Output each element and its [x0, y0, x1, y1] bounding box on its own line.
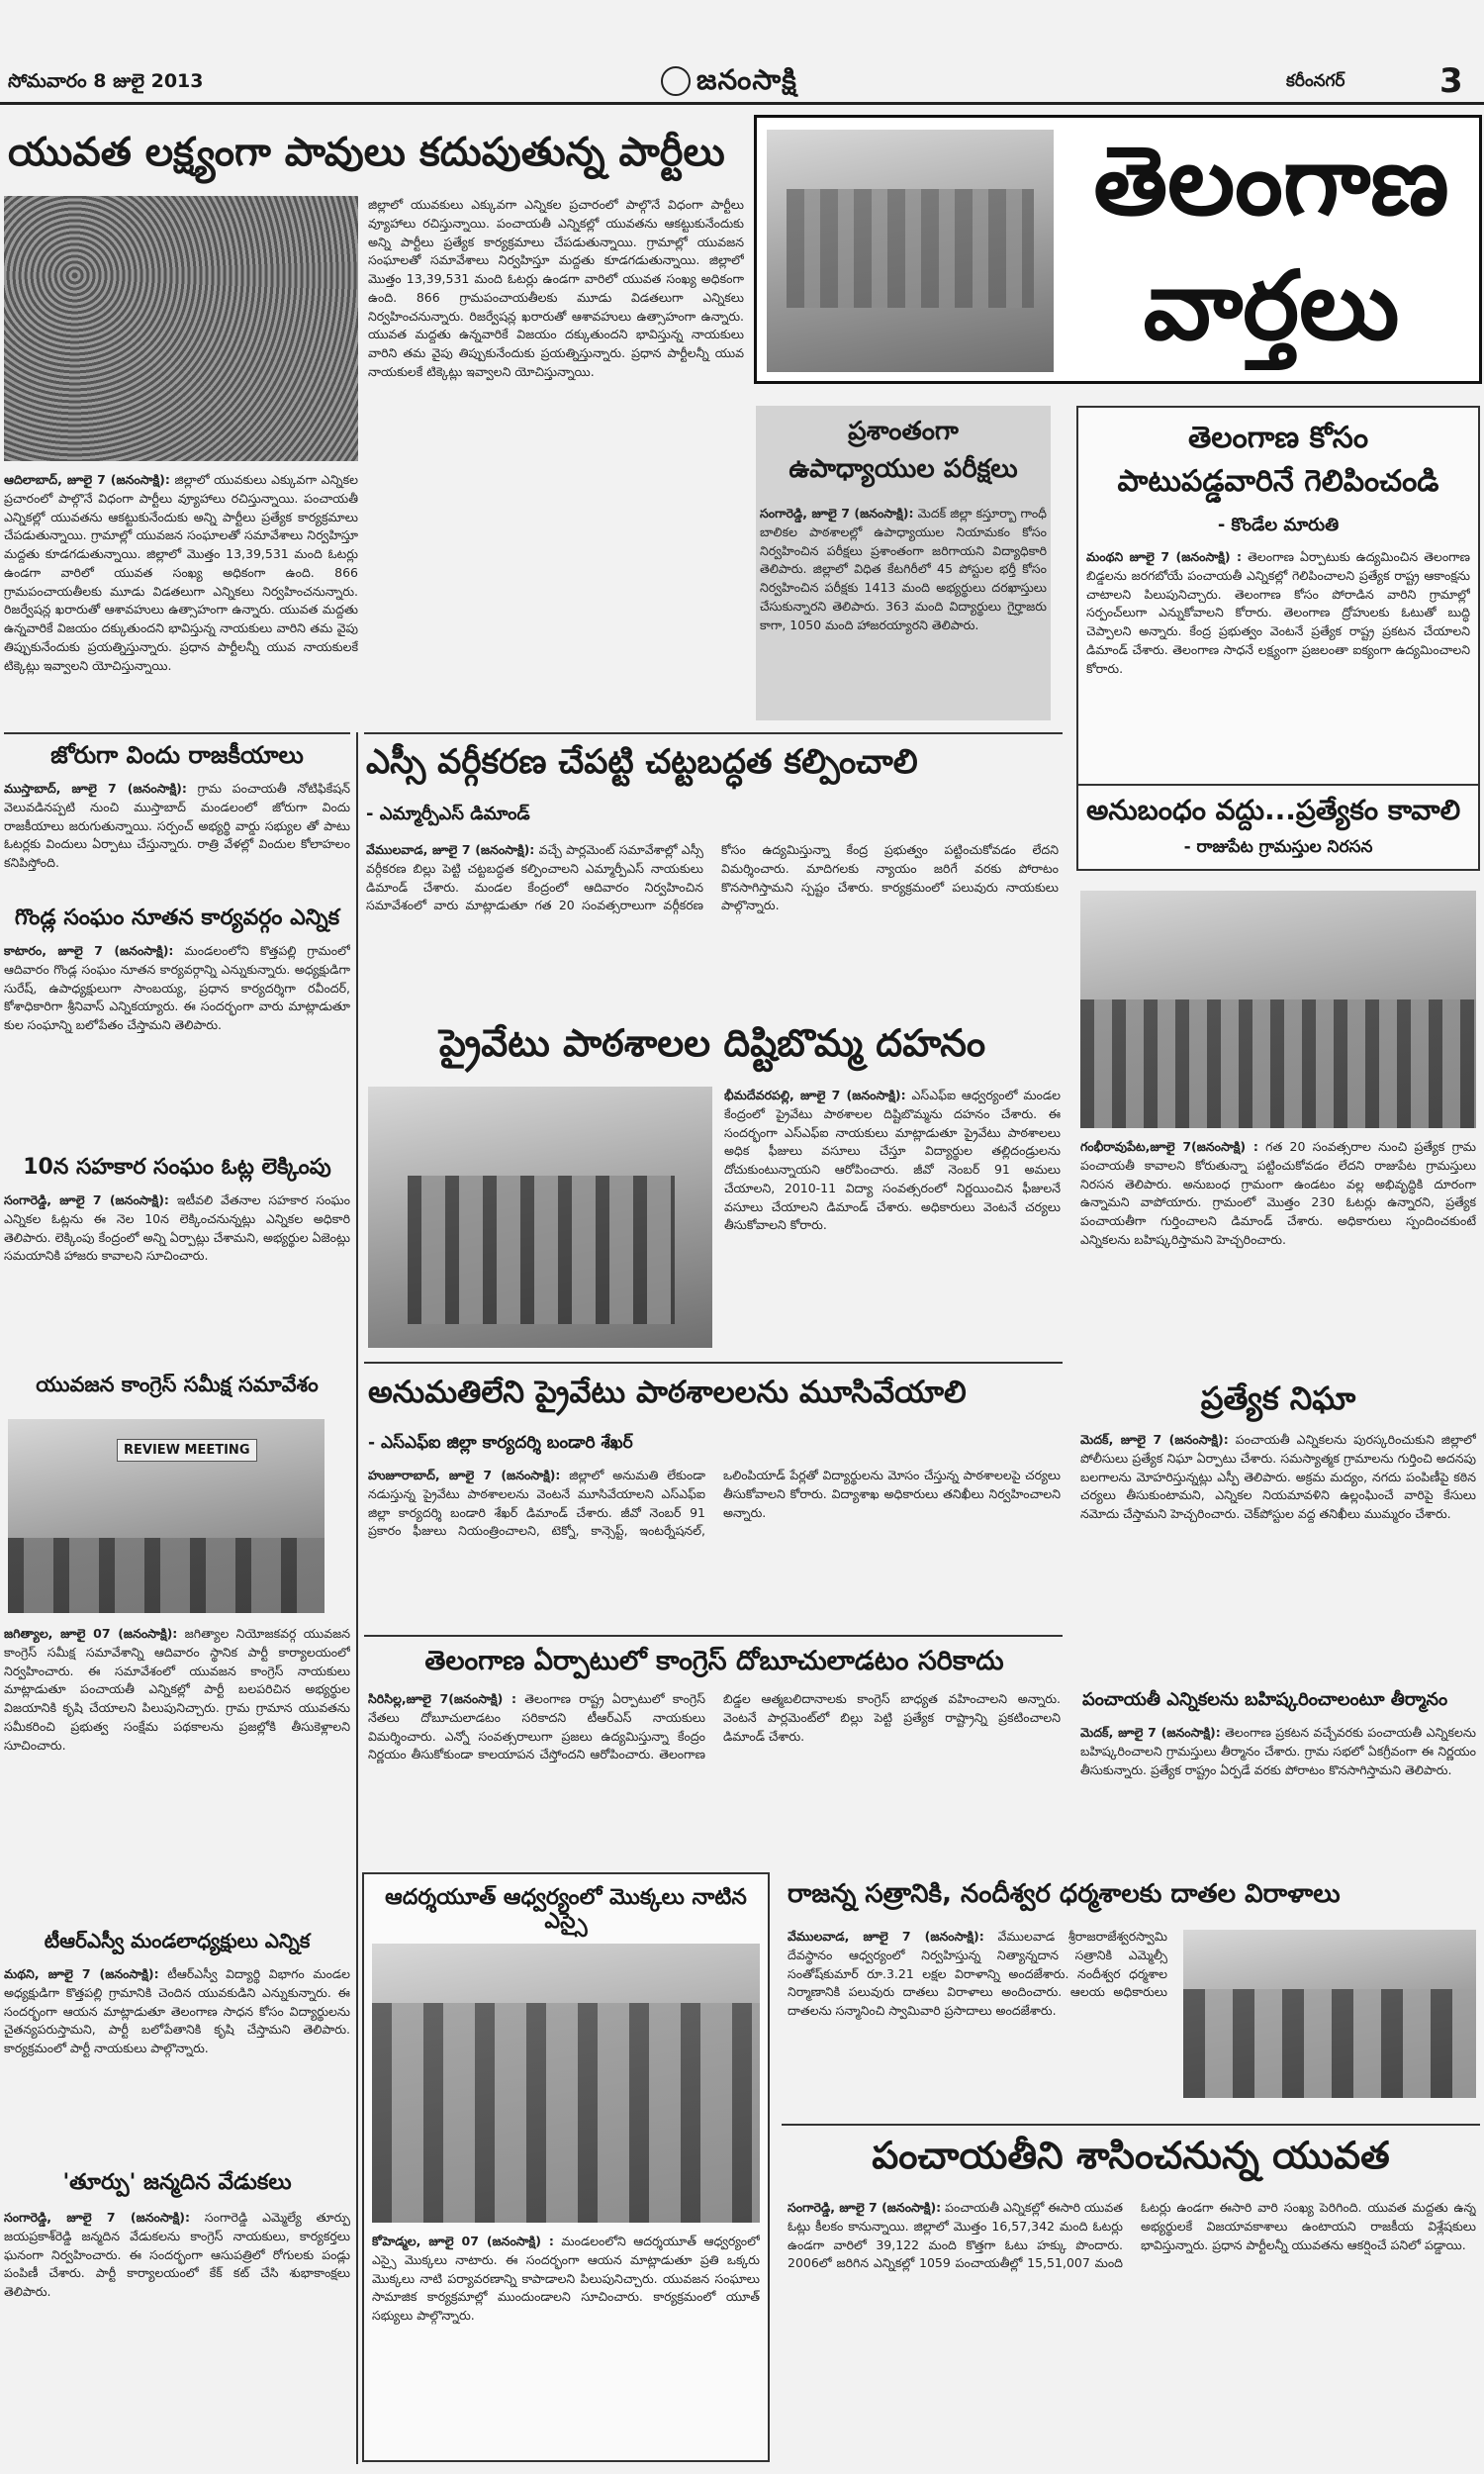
divider — [364, 732, 1063, 734]
byline-anubandham: - రాజుపేట గ్రామస్తుల నిరసన — [1183, 837, 1373, 857]
story-congress-cheating-body: సిరిసిల్ల,జూలై 7(జనంసాక్షి) : తెలంగాణ రాష్ట్ర ఏర్పాటులో కాంగ్రెస్ నేతలు దోబూచులాడటం సరికాదని టీఆర్ఎస్ నాయకులు విమర్శించారు. ఎన్నో సంవత్సరాలుగా ప్రజలు ఉద్యమిస్తున్నా కేంద్రం నిర్ణయం తీసుకోకుండా కాలయాపన చేస్తోందని ఆరోపించారు. తెలంగాణ బిడ్డల ఆత్మబలిదానాలకు కాంగ్రెస్ బాధ్యత వహించాలని అన్నారు. వెంటనే పార్లమెంట్‌లో బిల్లు పెట్టి ప్రత్యేక రాష్ట్రాన్ని ప్రకటించాలని డిమాండ్ చేశారు. — [368, 1691, 1061, 1762]
fort-photo — [767, 130, 1054, 372]
byline-close-schools: - ఎస్ఎఫ్ఐ జిల్లా కార్యదర్శి బండారి శేఖర్ — [368, 1433, 633, 1453]
headline-trs-mandal: టీఆర్ఎస్వీ మండలాధ్యక్షులు ఎన్నిక — [44, 1929, 311, 1952]
logo-icon — [661, 66, 691, 96]
telangana-kosam-box — [1076, 406, 1480, 871]
donors-photo — [1183, 1930, 1476, 2098]
headline-teacher-exams-2: ఉపాధ్యాయుల పరీక్షలు — [788, 454, 1018, 484]
banner-title-line2: వార్తలు — [1143, 250, 1400, 361]
headline-youth-rule: పంచాయతీని శాసించనున్న యువత — [872, 2134, 1390, 2177]
headline-congress-cheating: తెలంగాణ ఏర్పాటులో కాంగ్రెస్ దోబూచులాడటం సరికాదు — [424, 1646, 1004, 1676]
story-effigy-body: భీమదేవరపల్లి, జూలై 7 (జనంసాక్షి): ఎస్ఎఫ్ఐ ఆధ్వర్యంలో మండల కేంద్రంలో ప్రైవేటు పాఠశాలల దిష్టిబొమ్మను దహనం చేశారు. ఈ సందర్భంగా ఎస్ఎఫ్ఐ నాయకులు మాట్లాడుతూ ప్రైవేటు పాఠశాలలు అధిక ఫీజులు వసూలు చేస్తూ విద్యార్థుల తల్లిదండ్రులను దోచుకుంటున్నాయని ఆరోపించారు. జీవో నెంబర్ 91 అమలు చేయాలని, 2010-11 విద్యా సంవత్సరంలో నిర్ణయించిన ఫీజులనే వసూలు చేయాలని డిమాండ్ చేశారు. అధికారులు వెంటనే చర్యలు తీసుకోవాలని కోరారు. — [724, 1088, 1061, 1233]
divider — [364, 1635, 1063, 1637]
headline-gonda-sangham: గొండ్ల సంఘం నూతన కార్యవర్గం ఎన్నిక — [14, 905, 340, 930]
banner-title-line1: తెలంగాణ — [1093, 126, 1449, 237]
headline-anubandham: అనుబంధం వద్దు...ప్రత్యేకం కావాలి — [1086, 794, 1461, 826]
byline-sc-classification: - ఎమ్మార్పీఎస్ డిమాండ్ — [366, 804, 530, 824]
headline-turpu: 'తూర్పు' జన్మదిన వేడుకలు — [62, 2170, 292, 2195]
divider — [364, 1362, 1063, 1364]
headline-special-focus: ప్రత్యేక నిఘా — [1200, 1380, 1356, 1417]
page-number: 3 — [1439, 61, 1463, 101]
headline-plants: ఆదర్శయూత్ ఆధ్వర్యంలో మొక్కలు నాటిన ఎస్సై — [385, 1885, 747, 1935]
divider — [782, 2124, 1480, 2126]
headline-youth-congress: యువజన కాంగ్రెస్ సమీక్ష సమావేశం — [36, 1373, 319, 1396]
story-trs-mandal-body: మథని, జూలై 7 (జనంసాక్షి): టీఆర్ఎస్వీ విద్యార్థి విభాగం మండల అధ్యక్షుడిగా కొత్తపల్లి గ్రామానికి చెందిన యువకుడిని ఎన్నుకున్నారు. ఈ సందర్భంగా ఆయన మాట్లాడుతూ తెలంగాణ సాధన కోసం విద్యార్థులను చైతన్యపరుస్తామని, పార్టీ బలోపేతానికి కృషి చేస్తామని తెలిపారు. కార్యక్రమంలో పార్టీ నాయకులు పాల్గొన్నారు. — [4, 1966, 350, 2055]
divider — [1078, 784, 1478, 786]
section-banner — [754, 115, 1482, 384]
headline-cooperative: 10న సహకార సంఘం ఓట్ల లెక్కింపు — [23, 1155, 331, 1180]
story-special-focus-body: మెదక్, జూలై 7 (జనంసాక్షి): పంచాయతీ ఎన్నికలను పురస్కరించుకుని జిల్లాలో పోలీసులు ప్రత్యేక నిఘా ఏర్పాటు చేశారు. సమస్యాత్మక గ్రామాలను గుర్తించి అదనపు బలగాలను మోహరిస్తున్నట్లు ఎస్పీ తెలిపారు. అక్రమ మద్యం, నగదు పంపిణీపై కఠిన చర్యలు తీసుకుంటామని, ఎన్నికల నియమావళిని ఉల్లంఘించే వారిపై కేసులు నమోదు చేస్తామని హెచ్చరించారు. చెక్‌పోస్టుల వద్ద తనిఖీలు ముమ్మరం చేశారు. — [1080, 1432, 1476, 1521]
headline-close-schools: అనుమతిలేని ప్రైవేటు పాఠశాలలను మూసివేయాలి — [368, 1375, 967, 1410]
headline-telangana-kosam-1: తెలంగాణ కోసం — [1187, 421, 1369, 455]
story-donors-body: వేములవాడ, జూలై 7 (జనంసాక్షి): వేములవాడ శ్రీరాజరాజేశ్వరస్వామి దేవస్థానం ఆధ్వర్యంలో నిర్వహిస్తున్న నిత్యాన్నదాన సత్రానికి ఎమ్మెల్సీ సంతోష్‌కుమార్ రూ.3.21 లక్షల విరాళాన్ని అందజేశారు. నందీశ్వర ధర్మశాల నిర్మాణానికి పలువురు దాతలు విరాళాలు అందించారు. ఆలయ అధికారులు దాతలను సన్మానించి స్వామివారి ప్రసాదాలు అందజేశారు. — [788, 1929, 1167, 2018]
story-teacher-exams-body: సంగారెడ్డి, జూలై 7 (జనంసాక్షి): మెదక్ జిల్లా కస్తూర్బా గాంధీ బాలికల పాఠశాలల్లో ఉపాధ్యాయుల నియామకం కోసం నిర్వహించిన పరీక్షలు ప్రశాంతంగా జరిగాయని విద్యాధికారి తెలిపారు. జిల్లాలో విధిత కేటగిరీలో 45 పోస్టుల భర్తీ కోసం నిర్వహించిన పరీక్షకు 1413 మంది అభ్యర్థులు దరఖాస్తులు చేసుకున్నారని తెలిపారు. 363 మంది విద్యార్థులు గైర్హాజరు కాగా, 1050 మంది హాజరయ్యారని తెలిపారు. — [760, 506, 1047, 632]
headline-donors: రాజన్న సత్రానికి, నందీశ్వర ధర్మశాలకు దాతల విరాళాలు — [788, 1879, 1341, 1909]
header-rule — [0, 102, 1484, 105]
issue-date: సోమవారం 8 జులై 2013 — [8, 70, 204, 92]
crowd-photo — [4, 196, 358, 461]
plants-box — [362, 1872, 770, 2462]
column-divider — [356, 732, 358, 2464]
review-meeting-banner: REVIEW MEETING — [117, 1439, 257, 1462]
protest-photo — [1080, 891, 1476, 1128]
effigy-photo — [368, 1087, 712, 1348]
story-gonda-sangham-body: కాటారం, జూలై 7 (జనంసాక్షి): మండలంలోని కొత్తపల్లి గ్రామంలో ఆదివారం గొండ్ల సంఘం నూతన కార్యవర్గాన్ని ఎన్నుకున్నారు. అధ్యక్షుడిగా సురేష్, ఉపాధ్యక్షులుగా సాంబయ్య, ప్రధాన కార్యదర్శిగా రవీందర్, కోశాధికారిగా శ్రీనివాస్ ఎన్నికయ్యారు. ఈ సందర్భంగా వారు మాట్లాడుతూ కుల సంఘాన్ని బలోపేతం చేస్తామని తెలిపారు. — [4, 943, 350, 1032]
story-politics-feast-body: ముస్తాబాద్, జూలై 7 (జనంసాక్షి): గ్రామ పంచాయతీ నోటిఫికేషన్ వెలువడినప్పటి నుంచి ముస్తాబాద్ మండలంలో జోరుగా విందు రాజకీయాలు జరుగుతున్నాయి. సర్పంచ్ అభ్యర్థి వార్డు సభ్యుల తో పాటు ఓటర్లకు విందులు ఏర్పాటు చేస్తున్నారు. రాత్రి వేళల్లో విందుల కోలాహలం కనిపిస్తోంది. — [4, 781, 350, 870]
headline-youth-parties: యువత లక్ష్యంగా పావులు కదుపుతున్న పార్టీలు — [8, 130, 725, 175]
byline-telangana-kosam: - కొండేల మారుతి — [1217, 515, 1340, 535]
story-youth-parties-body: ఆదిలాబాద్, జూలై 7 (జనంసాక్షి): జిల్లాలో యువకులు ఎక్కువగా ఎన్నికల ప్రచారంలో పాల్గొనే విధంగా పార్టీలు వ్యూహాలు రచిస్తున్నాయి. పంచాయతీ ఎన్నికల్లో యువతను ఆకట్టుకునేందుకు అన్ని పార్టీలు ప్రత్యేక కార్యక్రమాలు చేపడుతున్నాయి. గ్రామాల్లో యువజన సంఘాలతో సమావేశాలు నిర్వహిస్తూ మద్దతు కూడగడుతున్నాయి. జిల్లాలో మొత్తం 13,39,531 మంది ఓటర్లు ఉండగా వారిలో యువత సంఖ్య అధికంగా ఉంది. 866 గ్రామపంచాయతీలకు మూడు విడతలుగా ఎన్నికలు నిర్వహించనున్నారు. రిజర్వేషన్ల ఖరారుతో ఆశావహులు ఉత్సాహంగా ఉన్నారు. యువత మద్దతు ఉన్నవారికే విజయం దక్కుతుందని భావిస్తున్న నాయకులు వారిని తమ వైపు తిప్పుకునేందుకు ప్రయత్నిస్తున్నారు. ప్రధాన పార్టీలన్నీ యువ నాయకులకే టిక్కెట్లు ఇవ్వాలని యోచిస్తున్నాయి. — [4, 472, 358, 673]
headline-sc-classification: ఎస్సీ వర్గీకరణ చేపట్టి చట్టబద్ధత కల్పించాలి — [366, 742, 918, 782]
masthead-logo: జనంసాక్షి — [661, 63, 797, 103]
story-youth-congress-body: జగిత్యాల, జూలై 07 (జనంసాక్షి): జగిత్యాల నియోజకవర్గ యువజన కాంగ్రెస్ సమీక్ష సమావేశాన్ని ఆదివారం స్థానిక పార్టీ కార్యాలయంలో నిర్వహించారు. ఈ సమావేశంలో యువజన కాంగ్రెస్ నాయకులు మాట్లాడుతూ పంచాయతీ ఎన్నికల్లో పార్టీ బలపరిచిన అభ్యర్థుల విజయానికి కృషి చేయాలని పిలుపునిచ్చారు. గ్రామ గ్రామాన యువతను సమీకరించి ప్రభుత్వ సంక్షేమ పథకాలను ప్రజల్లోకి తీసుకెళ్లాలని సూచించారు. — [4, 1626, 350, 1753]
review-meeting-photo — [8, 1419, 325, 1613]
story-cooperative-body: సంగారెడ్డి, జూలై 7 (జనంసాక్షి): ఇటీవలి వేతనాల సహకార సంఘం ఎన్నికల ఓట్లను ఈ నెల 10న లెక్కించనున్నట్లు ఎన్నికల అధికారి తెలిపారు. లెక్కింపు కేంద్రంలో అన్ని ఏర్పాట్లు చేశామని, అభ్యర్థుల ఏజెంట్లు సమయానికి హాజరు కావాలని సూచించారు. — [4, 1192, 350, 1264]
story-close-schools-body: హుజూరాబాద్, జూలై 7 (జనంసాక్షి): జిల్లాలో అనుమతి లేకుండా నడుస్తున్న ప్రైవేటు పాఠశాలలను వెంటనే మూసివేయాలని ఎస్ఎఫ్ఐ జిల్లా కార్యదర్శి బండారి శేఖర్ డిమాండ్ చేశారు. జీవో నెంబర్ 91 ప్రకారం ఫీజులు నియంత్రించాలని, టెక్నో, కాన్సెప్ట్, ఇంటర్నేషనల్, ఒలింపియాడ్ పేర్లతో విద్యార్థులను మోసం చేస్తున్న పాఠశాలలపై చర్యలు తీసుకోవాలని కోరారు. విద్యాశాఖ అధికారులు తనిఖీలు నిర్వహించాలని అన్నారు. — [368, 1468, 1061, 1539]
plants-photo — [372, 1944, 760, 2223]
story-plants-body: కోహెడ్మల, జూలై 07 (జనంసాక్షి) : మండలంలోని ఆదర్శయూత్ ఆధ్వర్యంలో ఎస్సై మొక్కలు నాటారు. ఈ సందర్భంగా ఆయన మాట్లాడుతూ ప్రతి ఒక్కరు మొక్కలు నాటి పర్యావరణాన్ని కాపాడాలని పిలుపునిచ్చారు. యువజన సంఘాలు సామాజిక కార్యక్రమాల్లో ముందుండాలని సూచించారు. కార్యక్రమంలో యూత్ సభ్యులు పాల్గొన్నారు. — [372, 2234, 760, 2323]
headline-teacher-exams-1: ప్రశాంతంగా — [848, 417, 959, 446]
headline-panchayat-boycott: పంచాయతీ ఎన్నికలను బహిష్కరించాలంటూ తీర్మానం — [1082, 1689, 1448, 1710]
story-youth-parties-body-right: జిల్లాలో యువకులు ఎక్కువగా ఎన్నికల ప్రచారంలో పాల్గొనే విధంగా పార్టీలు వ్యూహాలు రచిస్తున్నాయి. పంచాయతీ ఎన్నికల్లో యువతను ఆకట్టుకునేందుకు అన్ని పార్టీలు ప్రత్యేక కార్యక్రమాలు చేపడుతున్నాయి. గ్రామాల్లో యువజన సంఘాలతో సమావేశాలు నిర్వహిస్తూ మద్దతు కూడగడుతున్నాయి. జిల్లాలో మొత్తం 13,39,531 మంది ఓటర్లు ఉండగా వారిలో యువత సంఖ్య అధికంగా ఉంది. 866 గ్రామపంచాయతీలకు మూడు విడతలుగా ఎన్నికలు నిర్వహించనున్నారు. రిజర్వేషన్ల ఖరారుతో ఆశావహులు ఉత్సాహంగా ఉన్నారు. యువత మద్దతు ఉన్నవారికే విజయం దక్కుతుందని భావిస్తున్న నాయకులు వారిని తమ వైపు తిప్పుకునేందుకు ప్రయత్నిస్తున్నారు. ప్రధాన పార్టీలన్నీ యువ నాయకులకే టిక్కెట్లు ఇవ్వాలని యోచిస్తున్నాయి. — [368, 197, 744, 379]
headline-effigy: ప్రైవేటు పాఠశాలల దిష్టిబొమ్మ దహనం — [438, 1021, 986, 1065]
story-sc-classification-body: వేములవాడ, జూలై 7 (జనంసాక్షి): వచ్చే పార్లమెంట్ సమావేశాల్లో ఎస్సీ వర్గీకరణ బిల్లు పెట్టి చట్టబద్ధత కల్పించాలని ఎమ్మార్పీఎస్ నాయకులు డిమాండ్ చేశారు. మండల కేంద్రంలో ఆదివారం నిర్వహించిన సమావేశంలో వారు మాట్లాడుతూ గత 20 సంవత్సరాలుగా వర్గీకరణ కోసం ఉద్యమిస్తున్నా కేంద్ర ప్రభుత్వం పట్టించుకోవడం లేదని విమర్శించారు. మాదిగలకు న్యాయం జరిగే వరకు పోరాటం కొనసాగిస్తామని స్పష్టం చేశారు. కార్యక్రమంలో పలువురు నాయకులు పాల్గొన్నారు. — [366, 842, 1059, 913]
story-youth-rule-body: సంగారెడ్డి, జూలై 7 (జనంసాక్షి): పంచాయతీ ఎన్నికల్లో ఈసారి యువత ఓట్లు కీలకం కానున్నాయి. జిల్లాలో మొత్తం 16,57,342 మంది ఓటర్లు ఉండగా వారిలో 39,122 మంది కొత్తగా ఓటు హక్కు పొందారు. 2006లో జరిగిన ఎన్నికల్లో 1059 పంచాయతీల్లో 15,51,007 మంది ఓటర్లు ఉండగా ఈసారి వారి సంఖ్య పెరిగింది. యువత మద్దతు ఉన్న అభ్యర్థులకే విజయావకాశాలు ఉంటాయని రాజకీయ విశ్లేషకులు భావిస్తున్నారు. ప్రధాన పార్టీలన్నీ యువతను ఆకర్షించే పనిలో పడ్డాయి. — [788, 2200, 1476, 2271]
story-panchayat-boycott-body: మెదక్, జూలై 7 (జనంసాక్షి): తెలంగాణ ప్రకటన వచ్చేవరకు పంచాయతీ ఎన్నికలను బహిష్కరించాలని గ్రామస్తులు తీర్మానం చేశారు. గ్రామ సభలో ఏకగ్రీవంగా ఈ నిర్ణయం తీసుకున్నారు. ప్రత్యేక రాష్ట్రం ఏర్పడే వరకు పోరాటం కొనసాగిస్తామని తెలిపారు. — [1080, 1725, 1476, 1777]
divider — [4, 732, 350, 734]
headline-politics-feast: జోరుగా విందు రాజకీయాలు — [50, 741, 304, 769]
story-turpu-body: సంగారెడ్డి, జూలై 7 (జనంసాక్షి): సంగారెడ్డి ఎమ్మెల్యే తూర్పు జయప్రకాశ్‌రెడ్డి జన్మదిన వేడుకలను కాంగ్రెస్ నాయకులు, కార్యకర్తలు ఘనంగా నిర్వహించారు. ఈ సందర్భంగా ఆసుపత్రిలో రోగులకు పండ్లు పంపిణీ చేశారు. పార్టీ కార్యాలయంలో కేక్ కట్ చేసి శుభాకాంక్షలు తెలిపారు. — [4, 2210, 350, 2299]
story-telangana-kosam-body: మంథని జూలై 7 (జనంసాక్షి) : తెలంగాణ ఏర్పాటుకు ఉద్యమించిన తెలంగాణ బిడ్డలను జరగబోయే పంచాయతీ ఎన్నికల్లో గెలిపించాలని ప్రత్యేక రాష్ట్ర ఆకాంక్షను చాటాలని పిలుపునిచ్చారు. తెలంగాణ కోసం పోరాడిన వారిని గ్రామాల్లో సర్పంచ్‌లుగా ఎన్నుకోవాలని కోరారు. తెలంగాణ ద్రోహులకు ఓటుతో బుద్ధి చెప్పాలని అన్నారు. కేంద్ర ప్రభుత్వం వెంటనే ప్రత్యేక రాష్ట్ర ప్రకటన చేయాలని డిమాండ్ చేశారు. తెలంగాణ సాధనే లక్ష్యంగా ప్రజలంతా ఐక్యంగా ఉద్యమించాలని కోరారు. — [1086, 549, 1470, 676]
edition-place: కరీంనగర్ — [1286, 71, 1345, 91]
story-anubandham-body: గంభీరావుపేట,జూలై 7(జనంసాక్షి) : గత 20 సంవత్సరాల నుంచి ప్రత్యేక గ్రామ పంచాయతీ కావాలని కోరుతున్నా పట్టించుకోవడం లేదని రాజుపేట గ్రామస్తులు నిరసన తెలిపారు. అనుబంధ గ్రామంగా ఉండటం వల్ల అభివృద్ధికి దూరంగా ఉన్నామని వాపోయారు. గ్రామంలో మొత్తం 230 ఓటర్లు ఉన్నారని, ప్రత్యేక పంచాయతీగా గుర్తించాలని డిమాండ్ చేశారు. అధికారులు స్పందించకుంటే ఎన్నికలను బహిష్కరిస్తామని హెచ్చరించారు. — [1080, 1139, 1476, 1247]
headline-telangana-kosam-2: పాటుపడ్డవారినే గెలిపించండి — [1117, 464, 1439, 499]
